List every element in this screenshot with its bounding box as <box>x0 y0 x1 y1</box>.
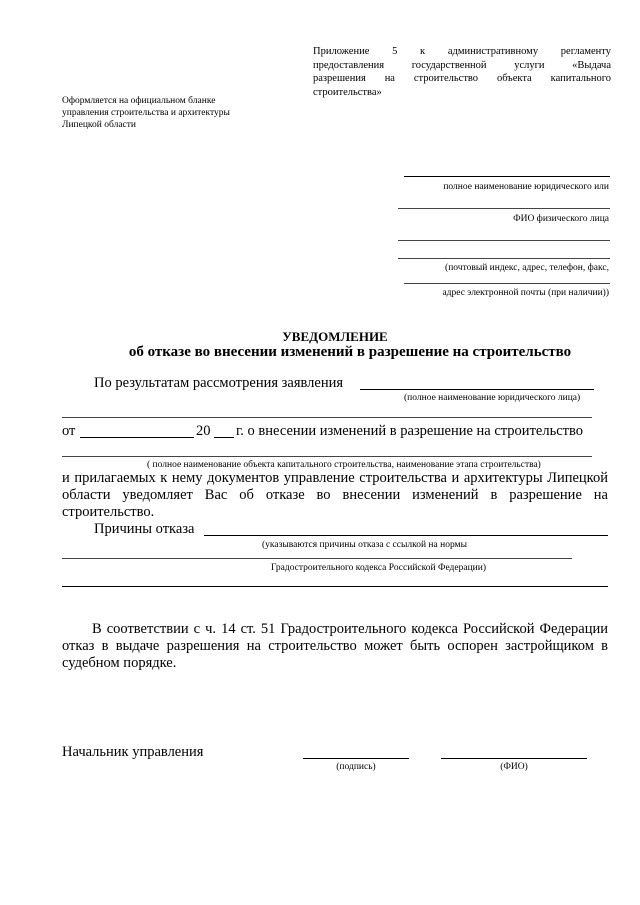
blank-note-line-2: управления строительства и архитектуры <box>62 108 230 118</box>
year-field <box>214 437 234 438</box>
addressee-label-2: ФИО физического лица <box>513 214 609 224</box>
addressee-label-3: (почтовый индекс, адрес, телефон, факс, <box>445 263 609 273</box>
date-field <box>80 437 194 438</box>
appendix-line-3: разрешения на строительство объекта капитального <box>313 73 611 84</box>
appeal-text: В соответствии с ч. 14 ст. 51 Градостроительного кодекса Российской Федерации отказ в выдаче разрешения на строительство может быть оспорен застройщиком в судебном порядке. <box>62 621 608 671</box>
signature-label: (подпись) <box>336 762 376 772</box>
addressee-line-4 <box>398 258 610 259</box>
review-text: По результатам рассмотрения заявления <box>94 375 344 391</box>
addressee-label-4: адрес электронной почты (при наличии)) <box>442 288 609 298</box>
blank-note-line-1: Оформляется на официальном бланке <box>62 96 216 106</box>
year-prefix: 20 <box>196 423 211 439</box>
signature-position: Начальник управления <box>62 744 204 760</box>
blank-note <box>62 95 282 131</box>
applicant-label: (полное наименование юридического лица) <box>404 393 581 403</box>
reasons-label-1: (указываются причины отказа с ссылкой на нормы <box>262 540 467 550</box>
object-field <box>62 456 592 457</box>
blank-note-line-3: Липецкой области <box>62 120 137 130</box>
decision-paragraph: и прилагаемых к нему документов управление строительства и архитектуры Липецкой области уведомляет Вас об отказе во внесении изменений в разрешение на строительство. <box>62 470 608 520</box>
appeal-paragraph <box>62 621 608 672</box>
reasons-field-2 <box>62 558 572 559</box>
document-title: УВЕДОМЛЕНИЕ <box>282 329 388 344</box>
appendix-note <box>313 45 611 99</box>
from-text: от <box>62 423 76 439</box>
reasons-label-2: Градостроительного кодекса Российской Федерации) <box>271 563 486 573</box>
object-label: ( полное наименование объекта капитального строительства, наименование этапа строительства) <box>147 460 541 470</box>
addressee-line-1 <box>404 176 610 177</box>
appendix-line-2: предоставления государственной услуги «Выдача <box>313 59 611 71</box>
appendix-line-1: Приложение 5 к административному регламенту <box>313 46 611 57</box>
appendix-line-4: строительства» <box>313 86 382 98</box>
addressee-line-5 <box>404 283 610 284</box>
year-suffix: г. о внесении изменений в разрешение на строительство <box>236 423 583 439</box>
document-subtitle: об отказе во внесении изменений в разрешение на строительство <box>128 344 572 360</box>
signature-field <box>303 758 409 759</box>
name-label: (ФИО) <box>500 762 528 772</box>
applicant-field <box>360 389 594 390</box>
addressee-line-2 <box>398 208 610 209</box>
addressee-label-1: полное наименование юридического или <box>443 182 609 192</box>
name-field <box>441 758 587 759</box>
applicant-field-continued <box>62 417 592 418</box>
reasons-text: Причины отказа <box>94 521 195 537</box>
reasons-field-3 <box>62 586 608 587</box>
reasons-field <box>204 535 608 536</box>
addressee-line-3 <box>398 240 610 241</box>
